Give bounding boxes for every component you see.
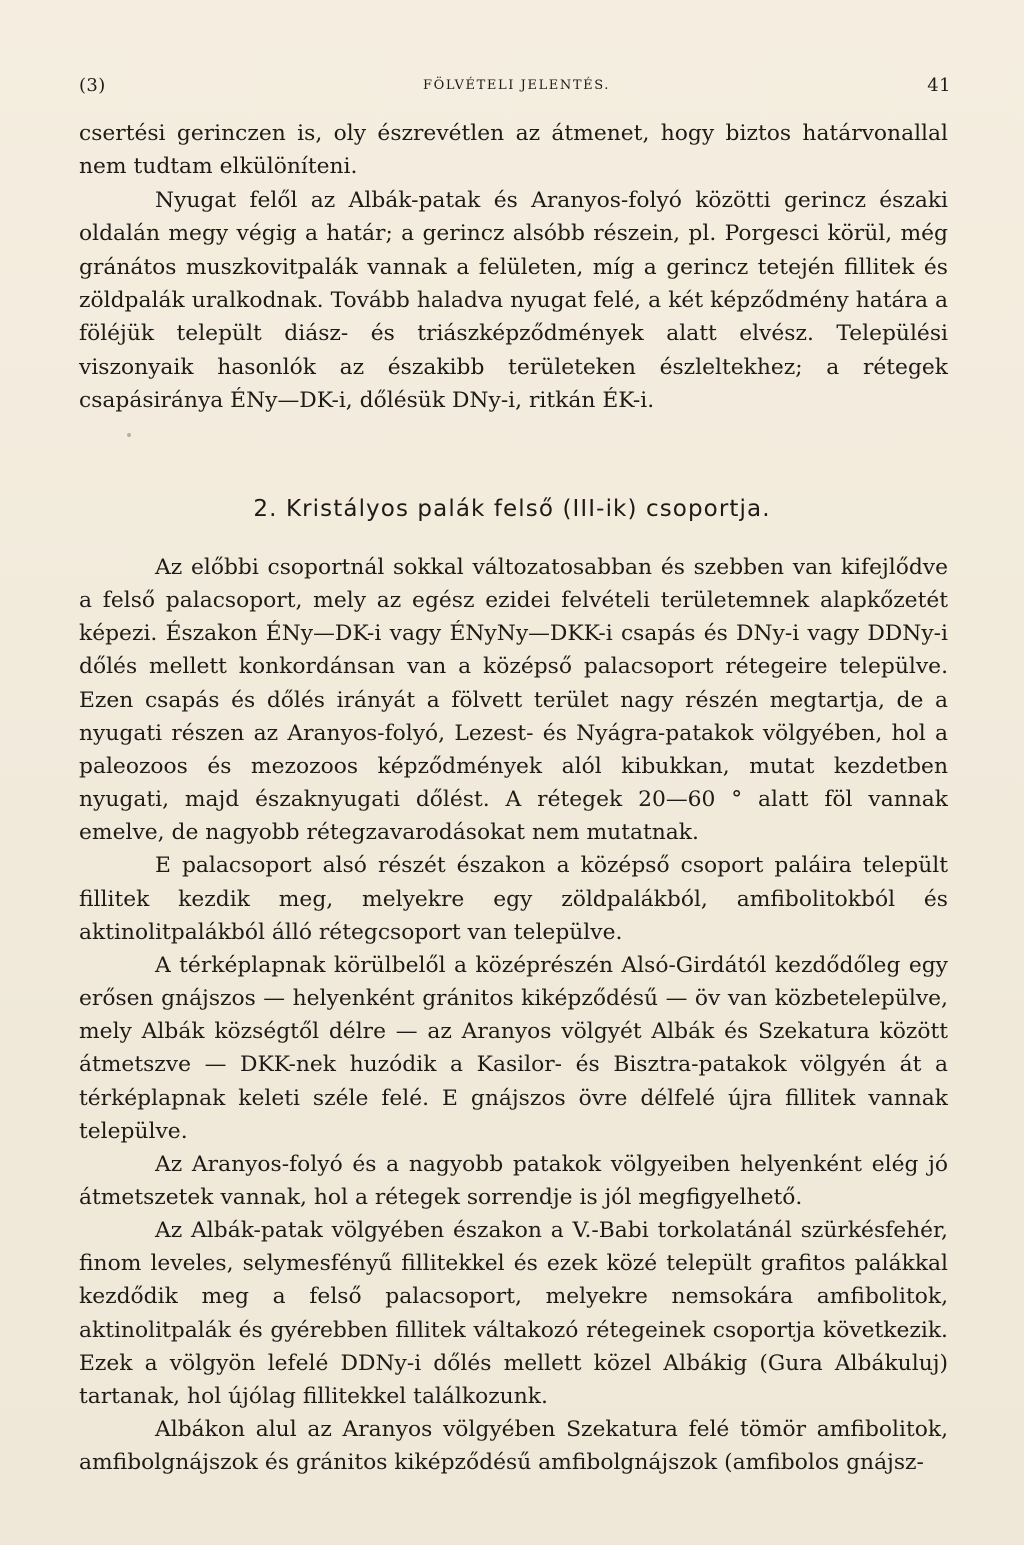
section-paragraph-1: Az előbbi csoportnál sokkal változatosabban és szebben van kifejlődve a felső palacsoport, mely az egész ezidei felvételi területemnek alapkőzetét képezi. Északon ÉNy—DK-i vagy ÉNyNy—DKK-i csapás és DNy-i vagy DDNy-i dőlés mellett konkordánsan van a középső palacsoport rétegeire települve. Ezen csapás és dőlés irányát a fölvett terület nagy részén megtartja, de a nyugati részen az Aranyos-folyó, Lezest- és Nyágra-patakok völgyében, hol a paleozoos és mezozoos képződmények alól kibukkan, mutat kezdetben nyugati, majd északnyugati dőlést. A rétegek 20—60 ° alatt föl vannak emelve, de nagyobb rétegzavarodásokat nem mutatnak. [79, 555, 948, 846]
page-number: 41 [927, 74, 951, 96]
running-header [79, 70, 951, 100]
print-speck [127, 433, 131, 437]
intro-paragraph-2: Nyugat felől az Albák-patak és Aranyos-folyó közötti gerincz északi oldalán megy végig a határ; a gerincz alsóbb részein, pl. Porgesci körül, még gránátos muszkovitpalák vannak a felületen, míg a gerincz tetején fillitek és zöldpalák uralkodnak. Tovább haladva nyugat felé, a két képződmény határa a föléjük települt diász- és triászképződmények alatt elvész. Települési viszonyaik hasonlók az északibb területeken észleltekhez; a rétegek csapásiránya ÉNy—DK-i, dőlésük DNy-i, ritkán ÉK-i. [79, 187, 948, 414]
section-paragraph-4: Az Aranyos-folyó és a nagyobb patakok völgyeiben helyenként elég jó átmetszetek vannak, hol a rétegek sorrendje is jól megfigyelhető. [79, 1151, 948, 1210]
section-paragraph-5: Az Albák-patak völgyében északon a V.-Babi torkolatánál szürkésfehér, finom leveles, selymesfényű fillitekkel és ezek közé települt grafitos palákkal kezdődik meg a felső palacsoport, melyekre nemsokára amfibolitok, aktinolitpalák és gyérebben fillitek váltakozó rétegeinek csoportja következik. Ezek a völgyön lefelé DDNy-i dőlés mellett közel Albákig (Gura Albákuluj) tartanak, hol újólag fillitekkel találkozunk. [79, 1218, 948, 1409]
intro-text [79, 117, 948, 418]
section-paragraph-3: A térképlapnak körülbelől a középrészén Alsó-Girdától kezdődőleg egy erősen gnájszos — helyenként gránitos kiképződésű — öv van közbetelepülve, mely Albák községtől délre — az Aranyos völgyét Albák és Szekatura között átmetszve — DKK-nek huzódik a Kasilor- és Bisztra-patakok völgyén át a térképlapnak keleti széle felé. E gnájszos övre délfelé újra fillitek vannak települve. [79, 952, 948, 1144]
section-body [79, 551, 948, 1479]
section-heading: 2. Kristályos palák felső (III-ik) csoportja. [253, 496, 771, 522]
running-title: FÖLVÉTELI JELENTÉS. [422, 77, 611, 93]
intro-paragraph-1: csertési gerinczen is, oly észrevétlen az átmenet, hogy biztos határvonallal nem tudtam elkülöníteni. [79, 121, 948, 180]
section-paragraph-6: Albákon alul az Aranyos völgyében Szekatura felé tömör amfibolitok, amfibolgnájszok és gránitos kiképződésű amfibolgnájszok (amfibolos gnájsz- [79, 1417, 948, 1476]
section-paragraph-2: E palacsoport alsó részét északon a középső csoport paláira települt fillitek kezdik meg, melyekre egy zöldpalákból, amfibolitokból és aktinolitpalákból álló rétegcsoport van települve. [79, 853, 948, 945]
section-number: (3) [79, 74, 106, 96]
